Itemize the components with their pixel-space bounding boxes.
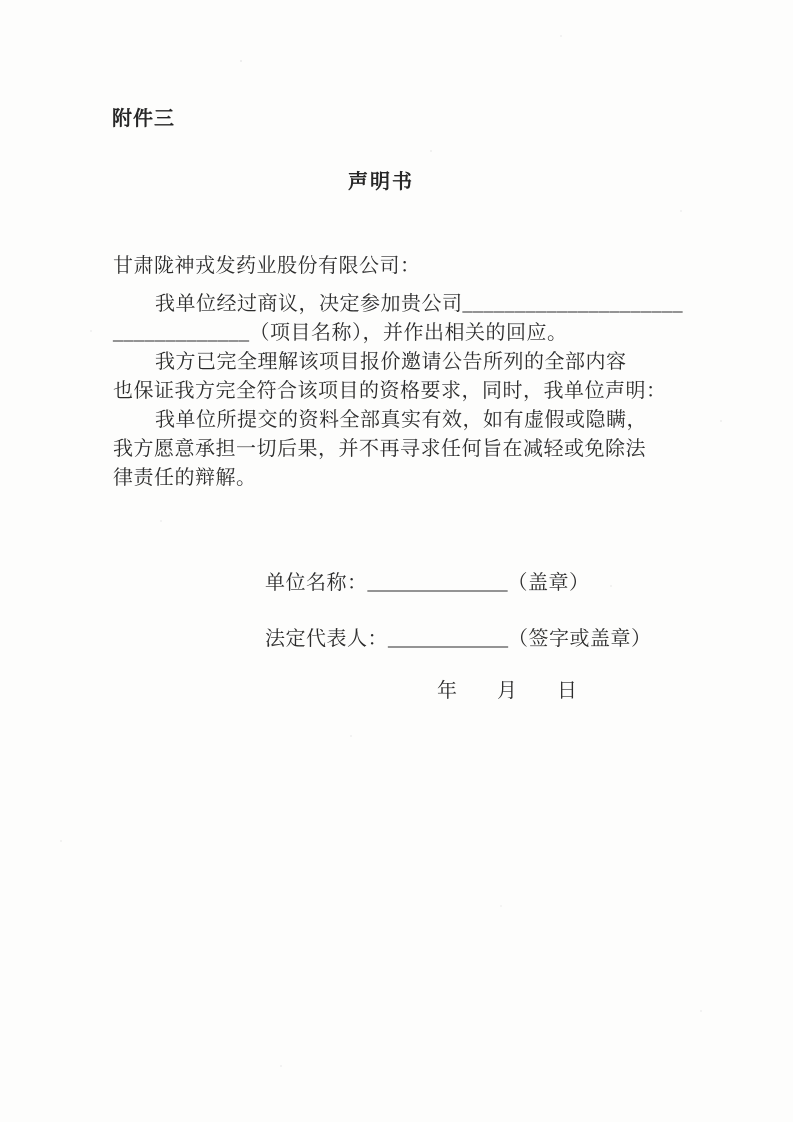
legal-rep-row — [265, 627, 652, 651]
body-line-5: 我单位所提交的资料全部真实有效，如有虚假或隐瞒， — [155, 409, 647, 431]
document-title: 声明书 — [348, 171, 414, 193]
attachment-label: 附件三 — [112, 108, 175, 130]
legal-rep-blank: ____________ — [388, 628, 508, 650]
scan-noise — [0, 0, 2, 2]
body-line-2: _____________（项目名称），并作出相关的回应。 — [113, 322, 568, 344]
legal-rep-label: 法定代表人： — [265, 628, 388, 650]
body-line-3: 我方已完全理解该项目报价邀请公告所列的全部内容 — [155, 351, 627, 373]
body-line-1: 我单位经过商议，决定参加贵公司_____________________ — [155, 293, 683, 315]
recipient-line: 甘肃陇神戎发药业股份有限公司： — [113, 255, 421, 277]
body-line-6: 我方愿意承担一切后果，并不再寻求任何旨在减轻或免除法 — [113, 438, 646, 460]
body-line-7: 律责任的辩解。 — [113, 467, 257, 489]
unit-name-row — [265, 571, 590, 595]
date-line: 年 月 日 — [437, 680, 577, 702]
document-body — [113, 252, 683, 493]
unit-name-seal-note: （盖章） — [507, 572, 590, 594]
legal-rep-sign-note: （签字或盖章） — [508, 628, 652, 650]
body-line-4: 也保证我方完全符合该项目的资格要求，同时，我单位声明： — [113, 380, 667, 402]
unit-name-label: 单位名称： — [265, 572, 368, 594]
unit-name-blank: ______________ — [367, 572, 508, 594]
